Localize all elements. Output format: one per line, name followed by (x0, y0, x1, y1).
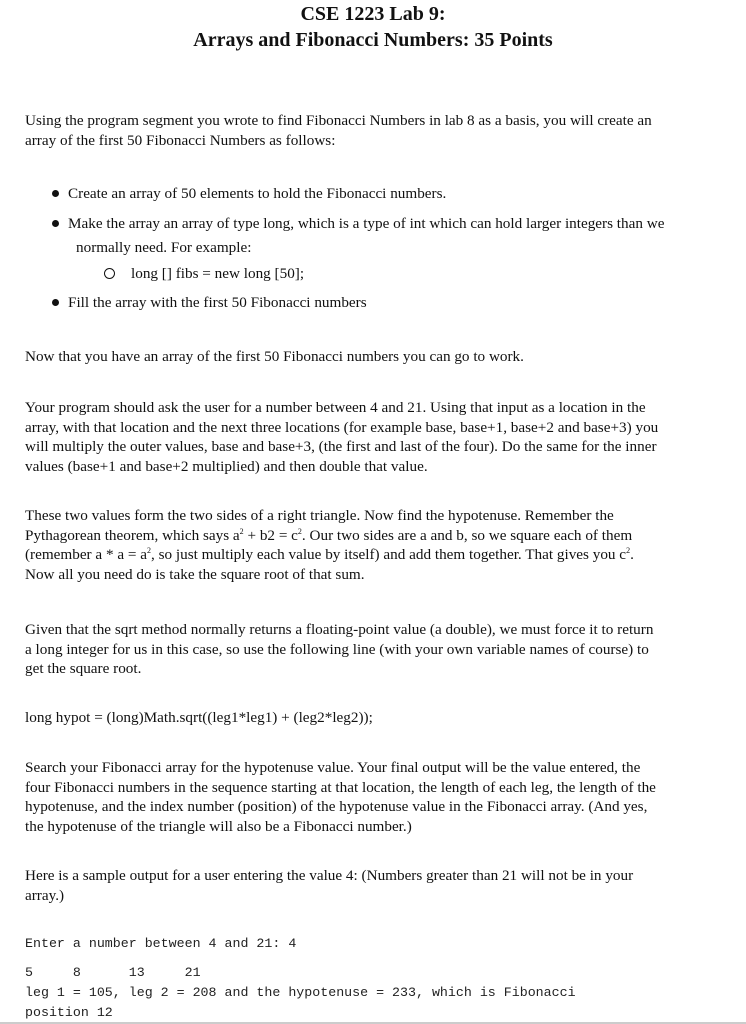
page-title: CSE 1223 Lab 9: (300, 3, 446, 25)
text-line: the hypotenuse of the triangle will also be a Fibonacci number.) (25, 817, 412, 835)
sub-list-item (104, 264, 304, 284)
text-line: a long integer for us in this case, so use the following line (with your own variable names of course) to (25, 640, 649, 658)
sample-output-result: leg 1 = 105, leg 2 = 208 and the hypotenuse = 233, which is Fibonacci (25, 985, 576, 1000)
sample-output-position: position 12 (25, 1005, 113, 1020)
sample-output-prompt: Enter a number between 4 and 21: 4 (25, 936, 297, 951)
text-line: will multiply the outer values, base and base+3, (the first and last of the four). Do the same for the inner (25, 438, 657, 456)
text-line: Here is a sample output for a user entering the value 4: (Numbers greater than 21 will not be in your (25, 867, 634, 884)
page-subtitle: Arrays and Fibonacci Numbers: 35 Points (193, 29, 553, 51)
circle-bullet-icon (104, 268, 115, 279)
text-line: Using the program segment you wrote to find Fibonacci Numbers in lab 8 as a basis, you will create an (25, 112, 652, 129)
bullet-icon (52, 299, 59, 306)
sqrt-paragraph (25, 620, 735, 679)
text-line: Pythagorean theorem, which says $a^2 + b2 = c^2$. Our two sides are a and b, so we square each of them (25, 526, 633, 544)
code-line (25, 708, 735, 728)
list-item-text: Fill the array with the first 50 Fibonacci numbers (68, 294, 367, 311)
text-line: get the square root. (25, 660, 142, 678)
sub-list-item-text: long [] fibs = new long [50]; (131, 265, 305, 282)
text-line: four Fibonacci numbers in the sequence starting at that location, the length of each leg, the length of the (25, 778, 656, 796)
search-paragraph (25, 758, 735, 836)
text-line: array.) (25, 886, 65, 904)
text-line: Now that you have an array of the first 50 Fibonacci numbers you can go to work. (25, 348, 524, 365)
program-paragraph (25, 398, 735, 476)
list-item-continuation: normally need. For example: (76, 239, 252, 256)
code-text: long hypot = (long)Math.sqrt((leg1*leg1) + (leg2*leg2)); (25, 709, 373, 726)
list-item-text: Create an array of 50 elements to hold the Fibonacci numbers. (68, 185, 447, 202)
text-line: Given that the sqrt method normally returns a floating-point value (a double), we must force it to return (25, 621, 654, 638)
bullet-icon (52, 220, 59, 227)
text-line: hypotenuse, and the index number (position) of the hypotenuse value in the Fibonacci array. (And yes, (25, 798, 648, 816)
text-line: array of the first 50 Fibonacci Numbers as follows: (25, 131, 336, 149)
text-line: Search your Fibonacci array for the hypotenuse value. Your final output will be the value entered, the (25, 759, 641, 776)
sample-output-numbers: 5 8 13 21 (25, 965, 201, 980)
work-paragraph (25, 347, 735, 367)
text-line: Your program should ask the user for a number between 4 and 21. Using that input as a location in the (25, 399, 646, 416)
bullet-icon (52, 190, 59, 197)
text-line: values (base+1 and base+2 multiplied) and then double that value. (25, 457, 428, 475)
text-line: array, with that location and the next three locations (for example base, base+1, base+2 and base+3) you (25, 418, 659, 436)
text-line: Now all you need do is take the square root of that sum. (25, 565, 365, 583)
text-line: (remember $a * a = a^2$, so just multiply each value by itself) and add them together. That gives you $c^2$. (25, 546, 634, 564)
sample-paragraph (25, 866, 735, 905)
triangle-paragraph (25, 506, 735, 584)
intro-paragraph (25, 111, 735, 150)
text-line: These two values form the two sides of a right triangle. Now find the hypotenuse. Remember the (25, 507, 614, 524)
list-item-text: Make the array an array of type long, which is a type of int which can hold larger integers than we (68, 215, 665, 232)
